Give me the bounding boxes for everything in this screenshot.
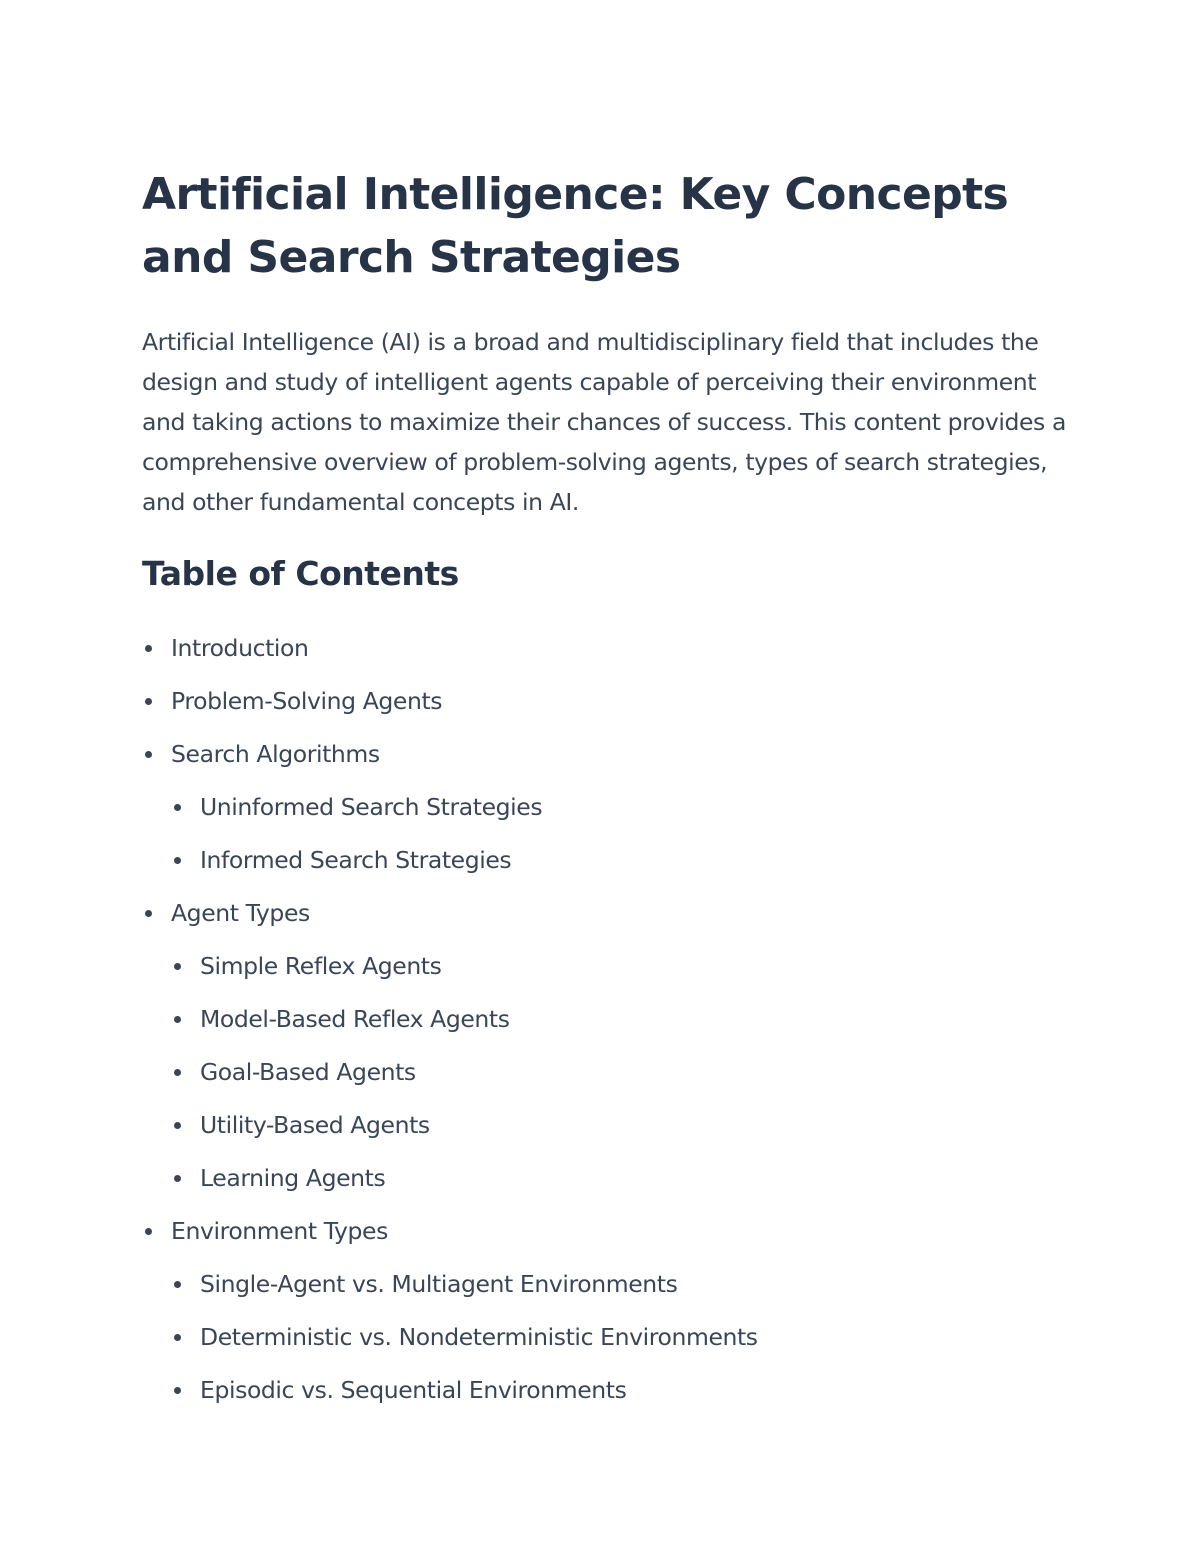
toc-item-label: Uninformed Search Strategies xyxy=(200,793,543,821)
toc-item-label: Environment Types xyxy=(171,1217,388,1245)
intro-paragraph: Artificial Intelligence (AI) is a broad and multidisciplinary field that includes the design and study of intelligent agents capable of perceiving their environment and taking actions to maximize their chances of success. This content provides a comprehensive overview of problem-solving agents, types of search strategies, and other fundamental concepts in AI. xyxy=(142,328,1066,516)
bullet-icon xyxy=(174,857,181,864)
toc-item-agent-types[interactable] xyxy=(142,887,1072,940)
toc-item-label: Introduction xyxy=(171,634,309,662)
toc-item-label: Search Algorithms xyxy=(171,740,380,768)
bullet-icon xyxy=(174,1016,181,1023)
bullet-icon xyxy=(145,1228,152,1235)
bullet-icon xyxy=(174,1387,181,1394)
toc-item-label: Single-Agent vs. Multiagent Environments xyxy=(200,1270,678,1298)
toc-item-introduction[interactable] xyxy=(142,622,1072,675)
bullet-icon xyxy=(145,698,152,705)
toc-item-label: Goal-Based Agents xyxy=(200,1058,416,1086)
toc-item-label: Utility-Based Agents xyxy=(200,1111,430,1139)
toc-item-label: Model-Based Reflex Agents xyxy=(200,1005,510,1033)
bullet-icon xyxy=(174,1069,181,1076)
document-page xyxy=(142,163,1072,1417)
toc-item-search-algorithms[interactable] xyxy=(142,728,1072,781)
bullet-icon xyxy=(145,645,152,652)
toc-item-label: Learning Agents xyxy=(200,1164,386,1192)
toc-item-model-based-reflex-agents[interactable] xyxy=(142,993,1072,1046)
toc-item-label: Informed Search Strategies xyxy=(200,846,512,874)
toc-item-label: Agent Types xyxy=(171,899,310,927)
toc-item-problem-solving-agents[interactable] xyxy=(142,675,1072,728)
toc-item-label: Episodic vs. Sequential Environments xyxy=(200,1376,627,1404)
bullet-icon xyxy=(174,1281,181,1288)
bullet-icon xyxy=(145,751,152,758)
toc-item-learning-agents[interactable] xyxy=(142,1152,1072,1205)
table-of-contents xyxy=(142,622,1072,1417)
document-title: Artificial Intelligence: Key Concepts and Search Strategies xyxy=(142,169,1009,283)
toc-item-simple-reflex-agents[interactable] xyxy=(142,940,1072,993)
bullet-icon xyxy=(174,1122,181,1129)
bullet-icon xyxy=(145,910,152,917)
bullet-icon xyxy=(174,804,181,811)
toc-item-label: Simple Reflex Agents xyxy=(200,952,442,980)
toc-item-label: Deterministic vs. Nondeterministic Environments xyxy=(200,1323,758,1351)
toc-item-utility-based-agents[interactable] xyxy=(142,1099,1072,1152)
bullet-icon xyxy=(174,963,181,970)
bullet-icon xyxy=(174,1334,181,1341)
bullet-icon xyxy=(174,1175,181,1182)
toc-item-label: Problem-Solving Agents xyxy=(171,687,443,715)
toc-item-goal-based-agents[interactable] xyxy=(142,1046,1072,1099)
toc-item-single-vs-multiagent[interactable] xyxy=(142,1258,1072,1311)
toc-heading: Table of Contents xyxy=(142,554,459,593)
toc-item-environment-types[interactable] xyxy=(142,1205,1072,1258)
toc-item-episodic-vs-sequential[interactable] xyxy=(142,1364,1072,1417)
toc-item-uninformed-search[interactable] xyxy=(142,781,1072,834)
toc-item-informed-search[interactable] xyxy=(142,834,1072,887)
toc-item-deterministic-vs-nondeterministic[interactable] xyxy=(142,1311,1072,1364)
